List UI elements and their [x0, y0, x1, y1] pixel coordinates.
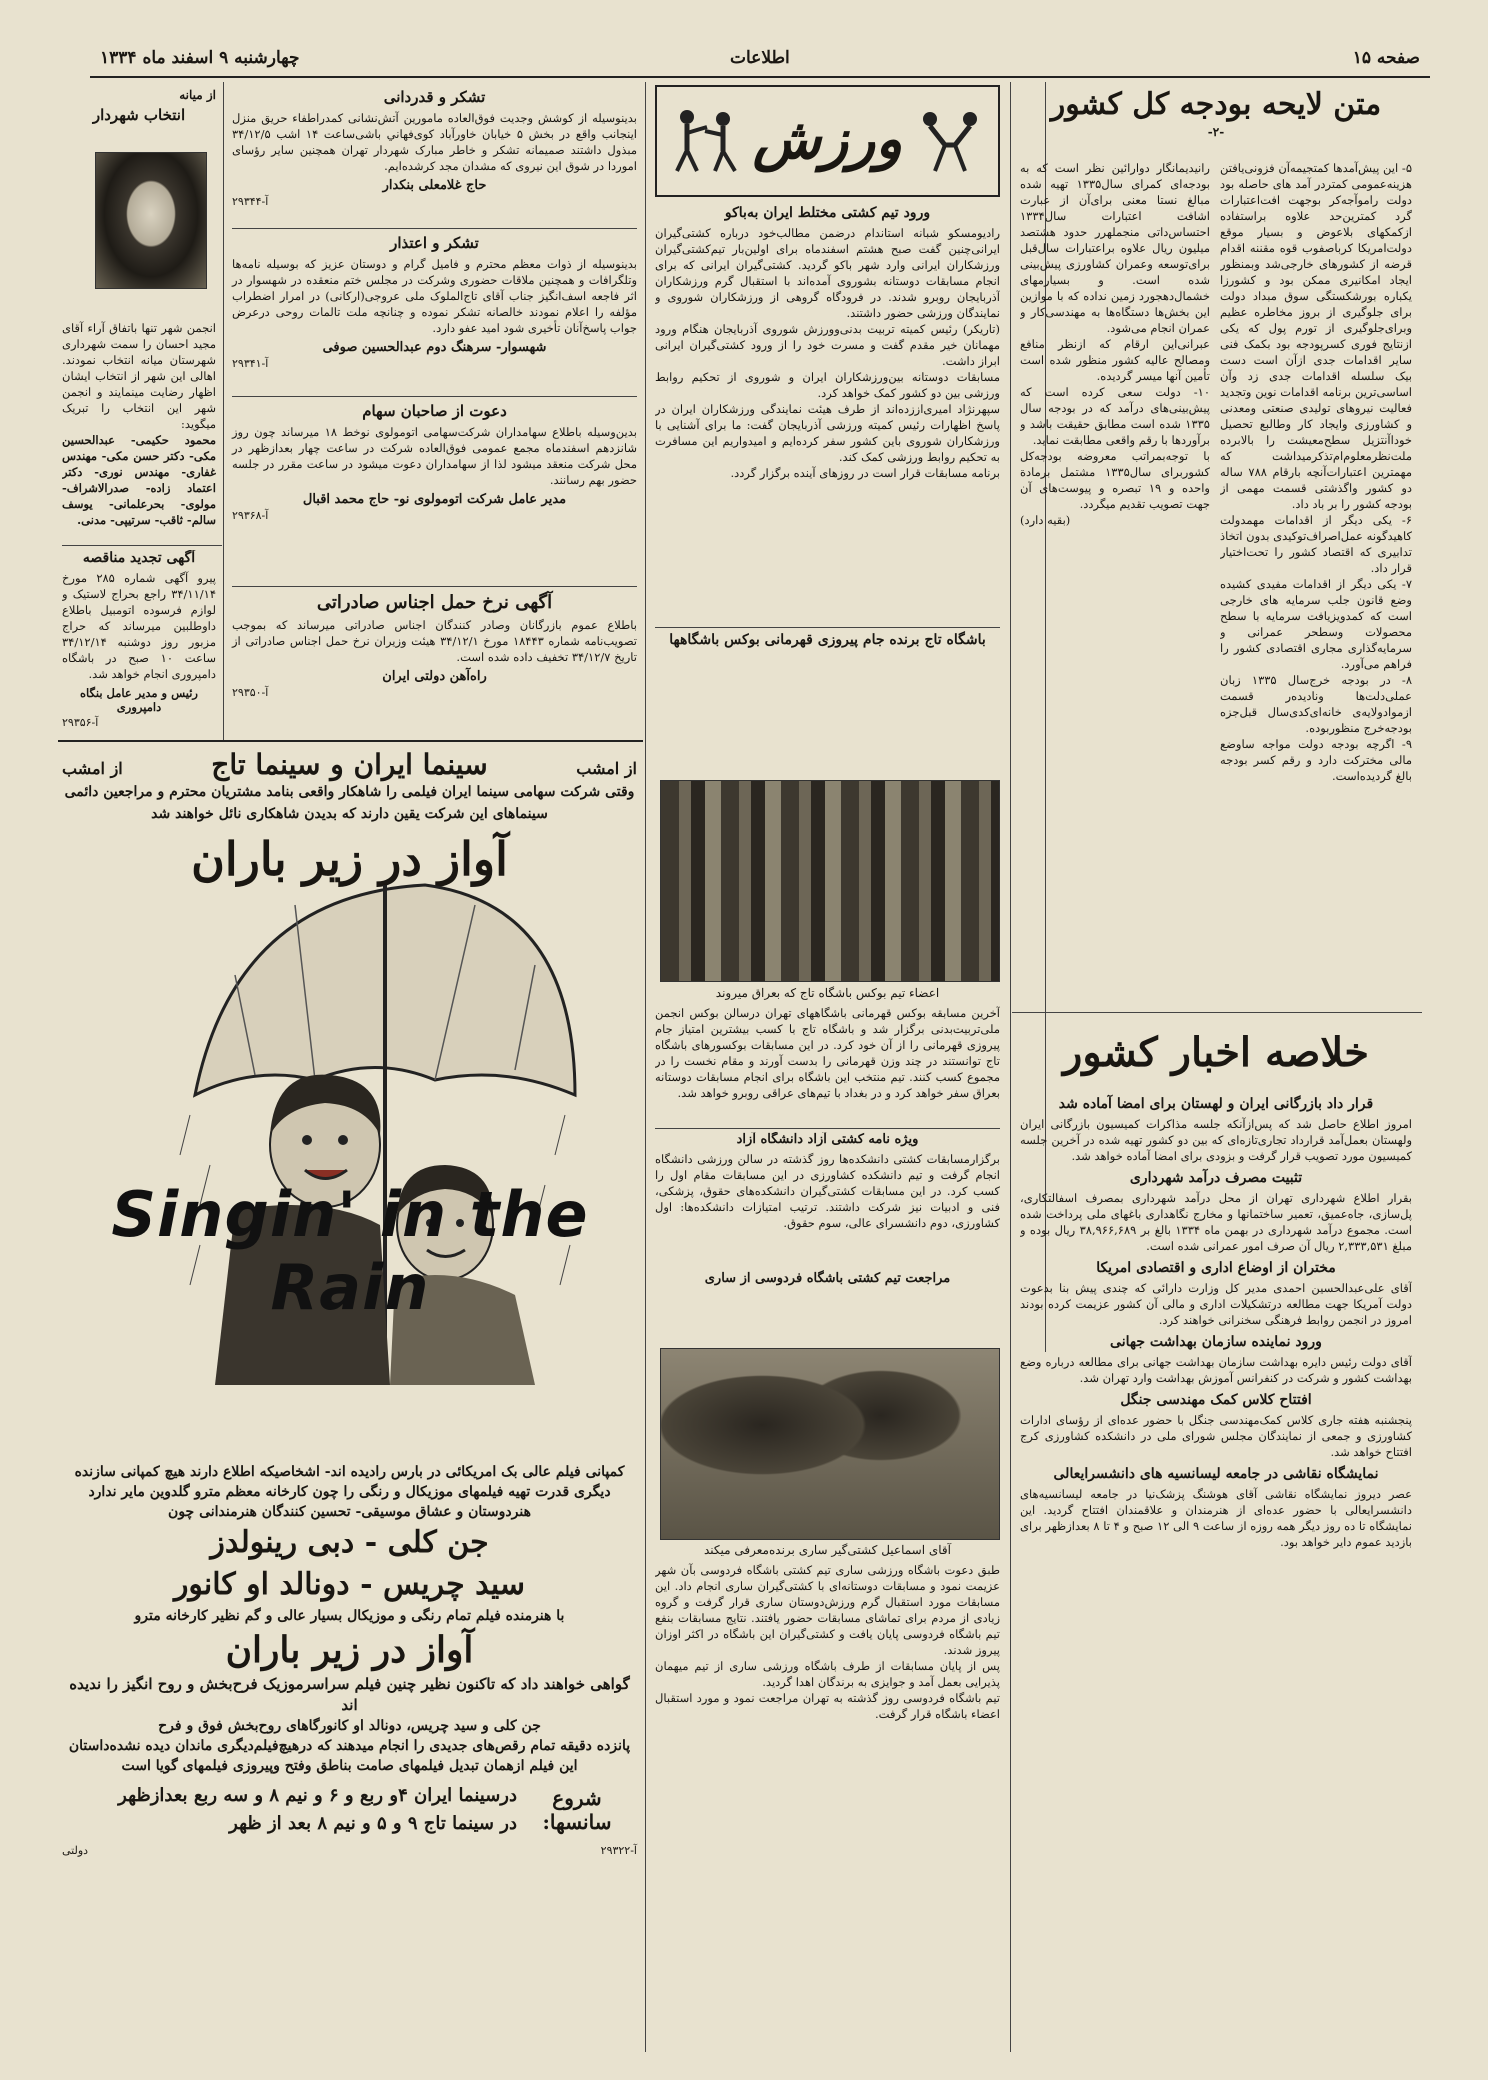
news-title: افتتاح کلاس کمک مهندسی جنگل	[1120, 1392, 1312, 1408]
film-title-english: Singin' in the Rain	[111, 1178, 589, 1324]
notice-title: دعوت از صاحبان سهام	[362, 402, 507, 420]
film-stars: جن کلی - دبی رینولدز	[210, 1525, 489, 1560]
sports-masthead	[655, 85, 1000, 197]
film-title-persian: آواز در زیر باران	[225, 1629, 474, 1671]
mayor-election	[62, 88, 216, 128]
news-title: نمایشگاه نقاشی در جامعه لیسانسیه های دانشسرایعالی	[1053, 1466, 1379, 1482]
notice-title: آگهی تجدید مناقصه	[82, 550, 196, 566]
notice-body: باطلاع عموم بازرگانان وصادر کنندگان اجناس صادراتی میرساند که بموجب تصویب‌نامه شماره ۱۸۴۴۳ مورخ ۳۴/۱۲/۱ هیئت وزیران نرخ حمل اجناس صادراتی از تاریخ ۳۴/۱۲/۷ تخفیف داده شده است.	[232, 618, 637, 664]
sports-body: طبق دعوت باشگاه ورزشی ساری تیم کشتی باشگاه فردوسی بآن شهر عزیمت نمود و مسابقات دوستانه‌ای با کشتی‌گیران ساری انجام داد. این مسابقات مورد استقبال گرم ورزش‌دوستان ساری قرار گرفت و گروه زیادی از مردم برای تماشای مسابقات حضور یافتند. نتایج مسابقات بنفع تیم باشگاه فردوسی پایان یافت و کشتی‌گیران این باشگاه در اکثر اوزان پیروز شدند. پس از پایان مسابقات از طرف باشگاه ورزشی ساری از تیم میهمان پذیرایی بعمل آمد و جوایزی به برندگان اهدا گردید. تیم باشگاه فردوسی روز گذشته به تهران مراجعت نمود و مورد استقبال اعضاء باشگاه قرار گرفت.	[655, 1563, 1000, 1721]
notice-title: آگهی نرخ حمل اجناس صادراتی	[316, 592, 553, 613]
page-header	[90, 40, 1430, 78]
ferdowsi-wrestling-article	[655, 1562, 1000, 2042]
notice-body: بدینوسیله از ذوات معظم محترم و فامیل گرام و دوستان عزیز که بوسیله نامه‌ها وتلگرافات و همچنین ملاقات حضوری وشرکت در مجلس ختم منعقده در شهسوار در اثر فاجعه اسف‌انگیز جناب آقای تاج‌الملوک ملی عروجی(ارکانی) در امرار اضطراب مؤلفه را اعلام نمودند خالصانه تشکر نموده و چنانچه ملت تالمات روحی درعرض جواب پاسخ‌آنان تأخیری شود امید عفو دارد.	[232, 257, 637, 335]
ad-code: آ-۲۹۳۴۴	[232, 195, 269, 208]
budget-body-right: ۵- این پیش‌آمدها کمتجیمه‌آن فزونی‌یافتن هزینه‌عمومی کمتردر آمد های حاصله بود دولت راموآجه‌کر بوجهت افت‌اعتبارات گرد کمترین‌حد علاوه براستفاده ازکمکهای بلاعوض و بسیار موقع دولت‌امریکا کرباصفوب قوه مقننه اقدام قرضه از کشورهای خارجی‌شد وبمنظور ایجاد امکانیری ممکن بود و کشورزا یکباره بورشکستگی سوق مبداد دولت برای جلوگیری از بروز مخاطره عظیم وبرای‌جلوگیری از تورم پول که یکی ازنتایج فوری کسرپودجه بود بکمک فنی سایر اقدامات جدی ازآن است دست بیک سلسله اقدامات جدی زد وآن اساسی‌ترین برنامه اقدامات نوین وتجدید فعالیت نیروهای تولیدی صنعتی ومعدنی و کشاورزی وایجاد کار وطالبع تحصیل خوداآنتزیل سطح‌معیشت را بالابرده ملت‌نظرمعلوم‌ام‌تذکرمیداشت که مهمترین اعتبارات‌آنچه بارقام ۷۸۸ ساله دو کشور واگذشتی قسمت مهمی از بودجه کشور را بر باد داد. ۶- یکی دیگر از اقدامات مهمدولت کاهیدگونه عمل‌اصراف‌توکیدی بدون اتخاذ تدابیری که اقتصاد کشور را تحت‌اختیار قرار داد. ۷- یکی دیگر از اقدامات مفیدی کشیده وضع قانون جلب سرمایه های خارجی است که کمدویزیافت سرمایه با سطح محصولات وسطحر عمرانی و سرمایه‌گذاری مجاری اقتصادی کشور را فراهم می‌آورد. ۸- در بودجه خرج‌سال ۱۳۳۵ زبان عملی‌دلت‌ها ونادیده‌ر قسمت ازمواد‌ولایه‌ی خانه‌ای‌کدی‌سال قبل‌جزه بودجه‌خرج منظوربوده. ۹- اگرچه بودجه دولت مواجه ساوضع مالی مخترکت دارد و رقم کسر بودجه بالغ گردیده‌است.	[1220, 161, 1412, 783]
boxers-icon	[665, 105, 745, 175]
cinema-headline: سینما ایران و سینما تاج	[211, 748, 488, 781]
tender-notice	[62, 550, 216, 735]
notice-signature: شهسوار- سرهنگ دوم عبدالحسین صوفی	[322, 340, 547, 355]
notice-body: پیرو آگهی شماره ۲۸۵ مورخ ۳۴/۱۱/۱۴ راجع بحراج لاستیک و لوازم فرسوده اتومبیل باطلاع داوطلبین میرساند که حراج مزبور روز دوشنبه ۳۴/۱۲/۱۴ ساعت ۱۰ صبح در باشگاه دامپروری انجام خواهد شد.	[62, 571, 216, 681]
mayor-names: محمود حکیمی- عبدالحسین مکی- دکتر حسن مکی- مهندس غفاری- مهندس نوری- دکتر اعتماد زاده- صدرالاشراف- مولوی- بحرعلمانی- یوسف سالم- ثاقب- سرتیپی- مدنی.	[62, 433, 216, 527]
sports-headline: ورود تیم کشتی مختلط ایران به‌باکو	[724, 205, 931, 221]
cinema-from: از امشب	[576, 759, 637, 778]
notice-signature: مدیر عامل شرکت اتومولوی نو- حاج محمد اقبال	[302, 492, 567, 507]
ad-code: آ-۲۹۳۵۶	[62, 716, 99, 729]
news-body: بقرار اطلاع شهرداری تهران از محل درآمد شهرداری بمصرف اسفالتکاری، پل‌سازی، جاه‌عمیق، تعمیر ساختمانها و مخارج نگاهداری باغهای ملی پرداخت شده است. مجموع درآمد شهرداری در بهمن ماه ۱۳۳۴ بالغ بر ۳۸,۹۶۶,۶۸۹ ریال بوده و مبلغ ۲,۳۳۳,۵۳۱ ریال آن صرف امور عمرانی شده است.	[1020, 1191, 1412, 1253]
mayor-dateline: از میانه	[179, 88, 216, 102]
news-body: عصر دیروز نمایشگاه نقاشی آقای هوشنگ پزشک‌نیا در جامعه لیسانسیه‌های دانشسرایعالی با حضور عده‌ای از هنرمندان و علاقمندان افتتاح گردید. این نمایشگاه تا ده روز دیگر همه روزه از ساعت ۹ الی ۱۲ صبح و ۴ تا ۸ بعدازظهر برای بازدید عموم دایر خواهد بود.	[1020, 1487, 1412, 1549]
mayor-body: انجمن شهر تنها باتفاق آراء آقای مجید احسان را سمت شهرداری شهرستان میانه انتخاب نمودند. اهالی این شهر از انتخاب ایشان اظهار رضایت مینمایند و انجمن شهر این انتخاب را تبریک میگوید:	[62, 321, 216, 431]
column-divider	[223, 82, 224, 740]
boxing-team-photo	[660, 780, 1000, 982]
column-divider	[1010, 82, 1011, 2052]
section-divider	[655, 627, 1000, 628]
news-title: ورود نماینده سازمان بهداشت جهانی	[1110, 1334, 1322, 1350]
budget-column-right	[1220, 160, 1412, 1000]
shareholders-invite	[232, 402, 637, 522]
budget-part: -۲-	[1207, 125, 1225, 139]
cinema-ad-details	[62, 1462, 637, 1857]
cinema-intro: وقتی شرکت سهامی سینما ایران فیلمی را شاهکار واقعی بنامد مشتریان محترم و مراجعین دائمی سینماهای این شرکت یقین دارند که بدیدن شاهکاری نائل خواهند شد	[64, 784, 635, 822]
section-divider	[62, 545, 222, 546]
film-stars: سید چریس - دونالد او کانور	[173, 1567, 526, 1602]
section-divider	[232, 586, 637, 587]
news-title: مختران از اوضاع اداری و اقتصادی امریکا	[1096, 1260, 1336, 1276]
news-body: پنجشنبه هفته جاری کلاس کمک‌مهندسی جنگل با حضور عده‌ای از رؤسای ادارات کشاورزی و جمعی از نمایندگان مجلس شورای ملی در دانشکده کشاورزی کرج افتتاح خواهد شد.	[1020, 1413, 1412, 1459]
notice-body: بدینوسیله از کوشش وجدیت فوق‌العاده مامورین آتش‌نشانی کمدراطفاء حریق منزل اینجانب واقع در بخش ۵ خیابان خاورآباد کوی‌فهاني باشی‌ساعت ۱۴ اشب ۳۴/۱۲/۵ مبذول داشتند صمیمانه تشکر و خاطر مبارک شهردار تهران همچنین سایر رؤسای اموردا در شوق این نیروی که مشدان مجد کرشده‌ایم.	[232, 111, 637, 173]
wrestlers-icon	[910, 105, 990, 175]
notice-title: تشکر و قدردانی	[383, 88, 486, 106]
showtimes-taj: در سینما تاج ۹ و ۵ و نیم ۸ بعد از ظهر	[229, 1813, 517, 1834]
film-title-persian: آواز در زیر باران	[191, 832, 508, 886]
summary-title: خلاصه اخبار کشور	[1063, 1029, 1369, 1076]
budget-title: متن لایحه بودجه کل کشور	[1050, 87, 1382, 122]
showtimes-label: شروع سانسها:	[542, 1786, 612, 1834]
university-wrestling-article	[655, 1132, 1000, 1342]
photo-caption: آقای اسماعیل کشتی‌گیر ساری برنده‌معرفی میکند	[704, 1543, 951, 1557]
cinema-description: جن کلی و سید چریس، دونالد او کانورگاهای روح‌بخش فوق و فرح	[158, 1718, 541, 1734]
sports-headline: باشگاه تاج برنده جام پیروزی قهرمانی بوکس باشگاهها	[669, 632, 986, 648]
mayor-photo	[95, 152, 207, 289]
ad-code: آ-۲۹۳۵۰	[232, 686, 269, 699]
photo-caption: اعضاء تیم بوکس باشگاه تاج که بعراق میروند	[715, 986, 940, 1000]
budget-body-left: رانیدیمانگار دوارائین نظر است که به بودجه‌ای کمرای سال۱۳۳۵ تهیه شده مبالغ نستا معنی برای‌آن از عبارت اشافت اعتبارات سال۱۳۳۴ احتساس‌داتی منجملهرر حدود هشتصد میلیون ریال علاوه براعتبارات سال‌قبل برای‌توسعه وعمران کشاورزی پیش‌بینی شده است. و بسیارمهای خشمال‌دهجورد زمین نداده که با موازین این بخش‌ها دستگاه‌ها به مهندسی‌کار و عمران انجام می‌شود. عبرانی‌این ارقام که ازنظر منافع ومصالح عالیه کشور منظور شده است تأمین آنها میسر گردیده. ۱۰- دولت سعی کرده است که پیش‌بینی‌های درآمد که در بودجه سال ۱۳۳۵ شده است مطابق حقیقت باشد و برآوردها با رقم واقعی مطابقت نماید. با توجه‌بمراتب معروضه بودجه‌کل کشوربرای سال۱۳۳۵ مشتمل برمادة واحده و ۱۹ تبصره و پیوست‌های آن جهت تصویب تقدیم میگردد.	[1020, 161, 1210, 511]
news-body: آقای دولت رئیس دایره بهداشت سازمان بهداشت جهانی برای مطالعه درباره وضع بهداشت کشور و شرکت در کنفرانس آموزش بهداشت وارد تهران شد.	[1020, 1355, 1412, 1385]
notice-title: تشکر و اعتذار	[390, 234, 479, 252]
showtimes-iran: درسینما ایران ۴و ربع و ۶ و نیم ۸ و سه ربع بعدازظهر	[118, 1785, 517, 1806]
budget-article	[1020, 85, 1412, 143]
sports-headline: مراجعت تیم کشتی باشگاه فردوسی از ساری	[704, 1271, 951, 1286]
freight-rates-notice	[232, 592, 637, 699]
newspaper-name: اطلاعات	[730, 48, 790, 68]
page-number: صفحه ۱۵	[1352, 48, 1420, 68]
news-body: امروز اطلاع حاصل شد که پس‌ازآنکه جلسه مذاکرات کمیسیون بازرگانی ایران ولهستان بعمل‌آمد قرارداد تجاری‌تازه‌ای که بین دو کشور تهیه شده در آخرین جلسه کمیسیون مورد تصویب قرار گرفت و بزودی برای امضا آماده خواهد شد.	[1020, 1117, 1412, 1163]
news-body: آقای علی‌عبدالحسین احمدی مدیر کل وزارت دارائی که چندی پیش بنا بدعوت دولت آمریکا جهت مطالعه درتشکیلات اداری و مالی آن کشور عزیمت کرده بودند امروز در انجمن روابط فرهنگی سخنرانی خواهند کرد.	[1020, 1281, 1412, 1327]
wrestler-photo	[660, 1348, 1000, 1540]
thanks-apology-notice	[232, 234, 637, 370]
sports-body: آخرین مسابقه بوکس قهرمانی باشگاههای تهران درسالن بوکس انجمن ملی‌تربیت‌بدنی برگزار شد و باشگاه تاج با کسب بیشترین امتیاز جام پیروزی قهرمانی را از آن خود کرد. در این مسابقات بوکسورهای باشگاه تاج توانستند در چند وزن قهرمانی را بدست آورند و مقام نخست را در مجموع کسب کنند. تیم منتخب این باشگاه برای انجام مسابقات دوستانه بعراق سفر خواهد کرد و در بغداد با تیم‌های عراقی روبرو خواهد شد.	[655, 1006, 1000, 1100]
section-divider	[232, 228, 637, 229]
thanks-notice	[232, 88, 637, 208]
cinema-description: کمپانی فیلم عالی بک امریکائی در بارس رادیده اند- اشخاصیکه اطلاع دارند هیچ کمپانی سازنده دیگری قدرت تهیه فیلمهای موزیکال و رنگی را چون کارخانه معظم مترو گلدوین مایر ندارد هنردوستان و عشاق موسیقی- تحسین کنندگان هنرمندانی چون	[74, 1464, 625, 1520]
news-title: تثبیت مصرف درآمد شهرداری	[1129, 1170, 1303, 1186]
cinema-tonight: از امشب	[62, 759, 123, 778]
notice-body: بدین‌وسیله باطلاع سهامداران شرکت‌سهامی اتومولوی نوخط ۱۸ میرساند چون روز شانزدهم اسفندماه مجمع عمومی فوق‌العاده شرکت در ساعت چهار بعدازظهر در محل شرکت منعقد میشود لذا از سهامداران دعوت میشود در ساعت مقرر در جلسه حضور بهم رسانند.	[232, 425, 637, 487]
cinema-description: با هنرمنده فیلم تمام رنگی و موزیکال بسیار عالی و گم نظیر کارخانه مترو	[134, 1608, 565, 1624]
ad-code: آ-۲۹۳۲۲	[600, 1844, 637, 1857]
section-divider	[58, 740, 643, 742]
budget-column-left	[1020, 160, 1210, 1000]
mayor-article	[62, 320, 216, 545]
column-divider	[645, 82, 646, 2052]
ad-code: آ-۲۹۳۶۸	[232, 509, 269, 522]
sports-section	[655, 85, 1000, 652]
section-divider	[1012, 1012, 1422, 1013]
mayor-title: انتخاب شهردار	[92, 106, 186, 124]
sports-body: رادیومسکو شبانه استاندام درضمن مطالب‌خود درباره کشتی‌گیران ایرانی‌چنین گفت صبح هشتم اسفندماه برای اولین‌بار تیم‌کشتی‌گیران ورزشکاران ایرانی وارد شهر باکو گردید. کشتی‌گیران ایرانی که برای انجام مسابقات دوستانه بشوروی آمده‌اند با استقبال گرم ورزشکاران آذربایجان روبرو شدند. در فرودگاه گروهی از ورزشکاران شوروی و نمایندگان ورزشی حضور داشتند. (تاریکر) رئیس کمیته تربیت بدنی‌وورزش شوروی آذربایجان هنگام ورود مهمانان خیر مقدم گفت و مسرت خود را از ورود کشتی‌گیران ایرانی ابراز داشت. مسابقات دوستانه بین‌ورزشکاران ایران و شوروی از تحکیم روابط ورزشی بین دو کشور کمک خواهد کرد. سپهرنژاد امیری‌اززده‌اند از طرف هیئت نمایندگی ورزشکاران ایران در پاسخ اظهارات رئیس کمیته ورزشی آذربایجان گفت: ما برای آشنایی با ورزشکاران شوروی باین کشور سفر کرده‌ایم و امیدواریم این مسافرت به تحکیم روابط ورزشی کمک کند. برنامه مسابقات قرار است در روزهای آینده برگزار گردد.	[655, 226, 1000, 480]
news-title: قرار داد بازرگانی ایران و لهستان برای امضا آماده شد	[1058, 1096, 1374, 1112]
notice-signature: راه‌آهن دولتی ایران	[382, 669, 487, 684]
print-stamp: دولتی	[62, 1844, 89, 1857]
budget-continued: (بقیه دارد)	[1020, 513, 1071, 527]
issue-date: چهارشنبه ۹ اسفند ماه ۱۳۳۴	[100, 48, 300, 68]
sports-headline: ویژه نامه کشتی آزاد دانشگاه آزاد	[736, 1132, 919, 1147]
section-divider	[232, 396, 637, 397]
cinema-description: پانزده دقیقه تمام رقص‌های جدیدی را انجام میدهند که درهیچ‌فیلم‌دیگری ماندان دیده نشده‌داستان این فیلم ازهمان تبدیل فیلمهای صامت بناطق وفتح وپیروزی فیلمهای گویا است	[68, 1738, 631, 1774]
sports-body: برگزار‌مسابقات کشتی دانشکده‌ها روز گذشته در سالن ورزشی دانشگاه انجام گرفت و تیم دانشکده کشاورزی در این مسابقات مقام اول را کسب کرد. در این مسابقات کشتی‌گیران دانشکده‌های حقوق، پزشکی، فنی و ادبیات نیز شرکت داشتند. ترتیب امتیازات دانشکده‌ها: اول کشاورزی، دوم دانشسرای عالی، سوم حقوق.	[655, 1152, 1000, 1230]
news-summary	[1020, 1018, 1412, 2048]
cinema-witness: گواهی خواهند داد که تاکنون نظیر چنین فیلم سراسرموزیک فرح‌بخش و روح انگیز را ندیده اند	[69, 1675, 630, 1714]
notice-signature: حاج غلامعلی بنکدار	[382, 178, 487, 193]
boxing-article	[655, 1005, 1000, 1125]
ad-code: آ-۲۹۳۴۱	[232, 357, 269, 370]
notice-signature: رئیس و مدیر عامل بنگاه دامپروری	[80, 686, 198, 714]
sports-masthead-title: ورزش	[752, 106, 903, 172]
section-divider	[655, 1128, 1000, 1129]
